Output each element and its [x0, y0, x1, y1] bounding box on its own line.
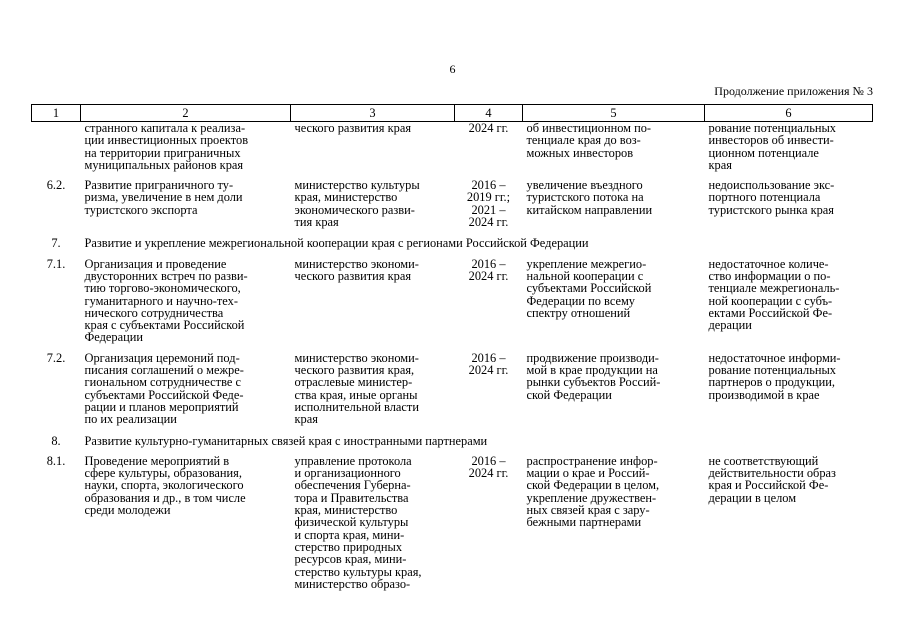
cell-line: партнеров о продукции,: [708, 375, 836, 390]
cell-line: действительности образ: [708, 466, 836, 481]
row-number: [32, 122, 81, 178]
responsible-cell: [291, 122, 455, 178]
cell-line: двусторонних встреч по разви-: [84, 268, 248, 283]
cell-line: края с субъектами Российской: [84, 318, 245, 333]
row-number: 6.2.: [46, 178, 66, 193]
cell-line: 2024 гг.: [468, 466, 509, 481]
measures-table: [31, 104, 873, 596]
cell-line: 2019 гг.;: [466, 190, 511, 205]
column-header: 1: [32, 105, 81, 122]
table-row: [32, 256, 873, 350]
column-header: 6: [705, 105, 873, 122]
cell-line: продвижение производи-: [526, 350, 659, 365]
cell-line: края, министерство: [294, 190, 398, 205]
cell-line: стерство культуры края,: [294, 564, 422, 579]
cell-line: туристского рынка края: [708, 202, 834, 217]
responsible-cell: [291, 256, 455, 350]
cell-line: туристского экспорта: [84, 202, 198, 217]
cell-line: тенциале края до воз-: [526, 133, 641, 148]
cell-line: ческого развития края: [294, 121, 412, 135]
cell-line: 2024 гг.: [468, 268, 509, 283]
cell-line: тию торгово-экономического,: [84, 281, 241, 296]
responsible-cell: [291, 177, 455, 234]
cell-line: ных связей края с зару-: [526, 503, 650, 518]
cell-line: Организация и проведение: [84, 256, 227, 271]
cell-line: по их реализации: [84, 412, 177, 427]
cell-line: спектру отношений: [526, 305, 631, 320]
cell-line: ризма, увеличение в нем доли: [84, 190, 243, 205]
cell-line: рование потенциальных: [708, 121, 836, 135]
result-cell: [523, 256, 705, 350]
risks-cell: [705, 453, 873, 596]
cell-line: 2016 –: [471, 178, 506, 193]
section-title: Развитие и укрепление межрегиональной кооперации края с регионами Российской Федерации: [84, 236, 589, 251]
cell-line: Федерации по всему: [526, 293, 636, 308]
cell-line: странного капитала к реализа-: [84, 121, 246, 135]
cell-line: образования и др., в том числе: [84, 490, 246, 505]
section-title: Развитие культурно-гуманитарных связей края с иностранными партнерами: [84, 433, 488, 448]
cell-line: сфере культуры, образования,: [84, 466, 242, 481]
section-row: [32, 432, 873, 453]
cell-line: увеличение въездного: [526, 178, 643, 193]
cell-line: гиональном сотрудничестве с: [84, 375, 241, 390]
cell-line: Развитие приграничного ту-: [84, 178, 234, 193]
continuation-label: Продолжение приложения № 3: [714, 84, 873, 98]
cell-line: субъектами Российской: [526, 281, 652, 296]
row-number: 7.: [51, 236, 61, 251]
action-cell: [81, 177, 291, 234]
cell-line: мой в крае продукции на: [526, 363, 658, 378]
years-cell: [455, 177, 523, 234]
risks-cell: [705, 177, 873, 234]
cell-line: Организация церемоний под-: [84, 350, 240, 365]
cell-line: ной кооперации с субъ-: [708, 293, 833, 308]
years-cell: [455, 453, 523, 596]
cell-line: обеспечения Губерна-: [294, 478, 411, 493]
cell-line: недоиспользование экс-: [708, 178, 835, 193]
cell-line: субъектами Российской Феде-: [84, 387, 244, 402]
years-cell: [455, 350, 523, 432]
table-row: [32, 453, 873, 596]
cell-line: укрепление межрегио-: [526, 256, 647, 271]
cell-line: края: [294, 412, 318, 427]
table-row: [32, 177, 873, 234]
column-header: 2: [81, 105, 291, 122]
column-header: 3: [291, 105, 455, 122]
table-body: [32, 122, 873, 597]
cell-line: экономического разви-: [294, 202, 415, 217]
cell-line: тора и Правительства: [294, 490, 409, 505]
cell-line: физической культуры: [294, 515, 409, 530]
cell-line: инвесторов об инвести-: [708, 133, 834, 148]
result-cell: [523, 177, 705, 234]
row-number: 7.1.: [46, 256, 66, 271]
cell-line: можных инвесторов: [526, 145, 634, 160]
cell-line: туристского потока на: [526, 190, 644, 205]
page-number: 6: [449, 62, 456, 76]
cell-line: на территории приграничных: [84, 145, 241, 160]
cell-line: рации и планов мероприятий: [84, 399, 239, 414]
row-number: 7.2.: [46, 350, 66, 365]
cell-line: исполнительной власти: [294, 399, 419, 414]
cell-line: нического сотрудничества: [84, 305, 224, 320]
result-cell: [523, 453, 705, 596]
cell-line: ции инвестиционных проектов: [84, 133, 249, 148]
risks-cell: [705, 350, 873, 432]
action-cell: [81, 122, 291, 178]
cell-line: муниципальных районов края: [84, 157, 244, 172]
cell-line: ческого развития края,: [294, 363, 415, 378]
cell-line: дерации: [708, 318, 752, 333]
cell-line: министерство культуры: [294, 178, 420, 193]
cell-line: ства края, иные органы: [294, 387, 418, 402]
cell-line: 2016 –: [471, 256, 506, 271]
row-number: 8.1.: [46, 453, 66, 468]
responsible-cell: [291, 350, 455, 432]
cell-line: ционном потенциале: [708, 145, 819, 160]
cell-line: рование потенциальных: [708, 363, 836, 378]
cell-line: бежными партнерами: [526, 515, 642, 530]
cell-line: управление протокола: [294, 453, 412, 468]
cell-line: ской Федерации: [526, 387, 612, 402]
cell-line: ектами Российской Фе-: [708, 305, 833, 320]
risks-cell: [705, 122, 873, 178]
cell-line: ской Федерации в целом,: [526, 478, 660, 493]
result-cell: [523, 350, 705, 432]
cell-line: распространение инфор-: [526, 453, 658, 468]
years-cell: [455, 122, 523, 178]
cell-line: китайском направлении: [526, 202, 653, 217]
responsible-cell: [291, 453, 455, 596]
cell-line: отраслевые министер-: [294, 375, 413, 390]
cell-line: министерство экономи-: [294, 256, 419, 271]
table-header-row: [32, 105, 873, 122]
cell-line: рынки субъектов Россий-: [526, 375, 661, 390]
cell-line: ство информации о по-: [708, 268, 831, 283]
cell-line: 2016 –: [471, 350, 506, 365]
cell-line: тенциале межрегиональ-: [708, 281, 840, 296]
cell-line: производимой в крае: [708, 387, 820, 402]
cell-line: министерство образо-: [294, 576, 411, 591]
cell-line: тия края: [294, 215, 339, 230]
result-cell: [523, 122, 705, 178]
cell-line: стерство природных: [294, 539, 403, 554]
cell-line: и спорта края, мини-: [294, 527, 405, 542]
cell-line: края, министерство: [294, 503, 398, 518]
cell-line: ческого развития края: [294, 268, 412, 283]
cell-line: 2021 –: [471, 202, 506, 217]
cell-line: Проведение мероприятий в: [84, 453, 230, 468]
cell-line: недостаточное количе-: [708, 256, 829, 271]
cell-line: края: [708, 157, 732, 172]
cell-line: 2024 гг.: [468, 363, 509, 378]
cell-line: укрепление дружествен-: [526, 490, 657, 505]
table-row: [32, 122, 873, 178]
cell-line: науки, спорта, экологического: [84, 478, 244, 493]
table-row: [32, 350, 873, 432]
cell-line: среди молодежи: [84, 503, 171, 518]
cell-line: об инвестиционном по-: [526, 121, 652, 135]
cell-line: края и Российской Фе-: [708, 478, 829, 493]
cell-line: недостаточное информи-: [708, 350, 841, 365]
section-row: [32, 234, 873, 255]
cell-line: портного потенциала: [708, 190, 821, 205]
cell-line: 2024 гг.: [468, 121, 509, 135]
cell-line: дерации в целом: [708, 490, 797, 505]
action-cell: [81, 453, 291, 596]
cell-line: министерство экономи-: [294, 350, 419, 365]
cell-line: 2024 гг.: [468, 215, 509, 230]
cell-line: писания соглашений о межре-: [84, 363, 244, 378]
cell-line: мации о крае и Россий-: [526, 466, 650, 481]
action-cell: [81, 256, 291, 350]
row-number: 8.: [51, 433, 61, 448]
risks-cell: [705, 256, 873, 350]
column-header: 4: [455, 105, 523, 122]
years-cell: [455, 256, 523, 350]
cell-line: нальной кооперации с: [526, 268, 644, 283]
cell-line: и организационного: [294, 466, 401, 481]
cell-line: 2016 –: [471, 453, 506, 468]
cell-line: гуманитарного и научно-тех-: [84, 293, 238, 308]
cell-line: Федерации: [84, 330, 144, 345]
column-header: 5: [523, 105, 705, 122]
cell-line: не соответствующий: [708, 453, 819, 468]
action-cell: [81, 350, 291, 432]
cell-line: ресурсов края, мини-: [294, 552, 407, 567]
